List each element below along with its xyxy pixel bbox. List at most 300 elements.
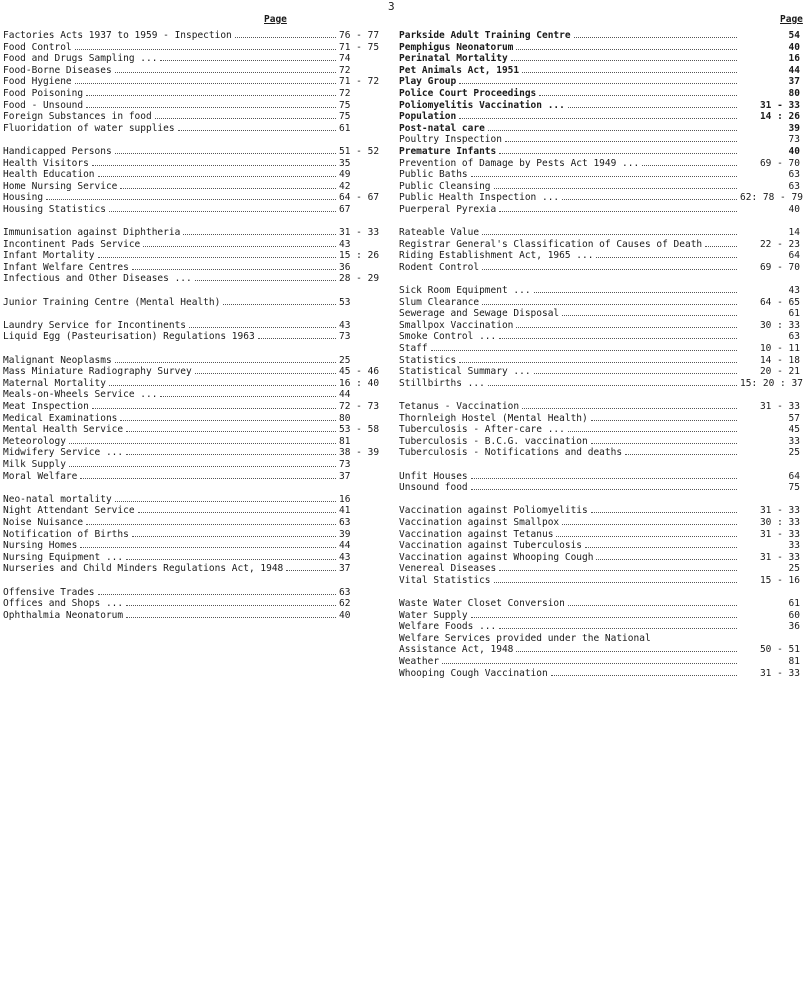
index-entry xyxy=(3,76,385,88)
dot-leader xyxy=(625,447,737,455)
index-entry-label: Foreign Substances in food xyxy=(3,111,152,123)
dot-leader xyxy=(126,424,336,432)
index-entry xyxy=(399,181,800,193)
dot-leader xyxy=(488,123,737,131)
spacer xyxy=(399,273,800,285)
dot-leader xyxy=(98,587,336,595)
dot-leader xyxy=(183,227,336,235)
index-entry-page: 69 - 70 xyxy=(759,157,800,169)
index-entry-page: 72 xyxy=(339,87,351,99)
index-entry-page: 30 : 33 xyxy=(759,319,800,331)
index-entry-label: Food-Borne Diseases xyxy=(3,64,112,76)
index-entry xyxy=(399,343,800,355)
index-entry xyxy=(399,123,800,135)
index-entry-label: Handicapped Persons xyxy=(3,145,112,157)
index-entry-page: 44 xyxy=(339,540,351,552)
index-entry xyxy=(399,192,803,204)
index-entry-label: Factories Acts 1937 to 1959 - Inspection xyxy=(3,30,232,41)
index-entry-page: 60 xyxy=(788,609,800,621)
index-entry-page: 81 xyxy=(788,656,800,668)
index-entry-page: 54 xyxy=(788,30,800,41)
index-entry-label: Weather xyxy=(399,656,440,668)
index-entry-label: Moral Welfare xyxy=(3,470,78,482)
index-entry-page: 25 xyxy=(788,447,800,459)
index-right-column xyxy=(399,30,803,679)
index-entry xyxy=(399,656,800,668)
index-entry-page: 64 - 65 xyxy=(759,296,800,308)
spacer xyxy=(399,459,800,471)
index-entry-label: Public Health Inspection ... xyxy=(399,192,560,204)
index-entry-label: Play Group xyxy=(399,76,457,88)
index-entry xyxy=(399,88,800,100)
index-entry-page: 16 xyxy=(788,53,800,65)
dot-leader xyxy=(258,331,336,339)
index-entry-page: 61 xyxy=(788,598,800,610)
dot-leader xyxy=(132,529,336,537)
dot-leader xyxy=(516,320,737,328)
index-entry-page: 35 xyxy=(339,157,351,169)
index-entry-page: 33 xyxy=(788,435,800,447)
index-entry-label: Statistics xyxy=(399,354,457,366)
index-entry xyxy=(399,366,800,378)
index-entry-label: Registrar General's Classification of Causes of Death xyxy=(399,238,703,250)
dot-leader xyxy=(556,529,737,537)
index-entry-page: 67 xyxy=(339,203,351,215)
dot-leader xyxy=(482,227,737,235)
index-entry-label: Home Nursing Service xyxy=(3,180,118,192)
index-entry-page: 16 xyxy=(339,493,351,505)
dot-leader xyxy=(92,401,336,409)
dot-leader xyxy=(568,424,737,432)
index-entry xyxy=(3,471,385,483)
index-entry xyxy=(399,436,800,448)
dot-leader xyxy=(562,192,737,200)
index-entry xyxy=(399,239,800,251)
index-entry-page: 14 xyxy=(788,227,800,239)
dot-leader xyxy=(69,459,336,467)
dot-leader xyxy=(591,413,737,421)
index-entry-page: 49 xyxy=(339,169,351,181)
index-entry-label: Nurseries and Child Minders Regulations Act, 1948 xyxy=(3,563,284,575)
spacer xyxy=(399,216,800,228)
index-entry-label: Nursing Equipment ... xyxy=(3,551,124,563)
index-entry-label: Neo-natal mortality xyxy=(3,493,112,505)
index-entry-label: Water Supply xyxy=(399,609,468,621)
index-entry-page: 71 - 75 xyxy=(339,41,380,53)
dot-leader xyxy=(115,65,336,73)
index-entry-label: Food Hygiene xyxy=(3,76,72,88)
index-entry-page: 37 xyxy=(339,470,351,482)
index-entry xyxy=(399,30,800,42)
index-entry xyxy=(399,610,800,622)
dot-leader xyxy=(98,250,336,258)
index-entry-page: 63 xyxy=(788,180,800,192)
index-entry xyxy=(3,88,385,100)
index-entry-label: Welfare Foods ... xyxy=(399,621,497,633)
index-entry-label: Meals-on-Wheels Service ... xyxy=(3,389,158,401)
spacer xyxy=(3,285,385,297)
dot-leader xyxy=(442,656,737,664)
index-entry-label: Midwifery Service ... xyxy=(3,447,124,459)
index-entry xyxy=(399,111,800,123)
index-entry-page: 75 xyxy=(339,99,351,111)
index-entry-page: 61 xyxy=(788,308,800,320)
index-entry xyxy=(3,146,385,158)
index-entry xyxy=(399,424,800,436)
index-entry-page: 73 xyxy=(788,134,800,146)
dot-leader xyxy=(46,192,336,200)
index-entry-label: Rodent Control xyxy=(399,261,480,273)
index-entry-page: 73 xyxy=(339,331,351,343)
index-entry-page: 37 xyxy=(339,563,351,575)
index-entry-label: Medical Examinations xyxy=(3,412,118,424)
dot-leader xyxy=(75,76,336,84)
index-entry-label: Premature Infants xyxy=(399,145,497,157)
index-entry xyxy=(3,366,385,378)
index-entry-page: 40 xyxy=(788,203,800,215)
index-entry xyxy=(399,355,800,367)
dot-leader xyxy=(115,494,336,502)
index-entry-label: Venereal Diseases xyxy=(399,563,497,575)
dot-leader xyxy=(516,644,737,652)
index-entry xyxy=(3,598,385,610)
index-entry-label: Vaccination against Poliomyelitis xyxy=(399,505,588,517)
dot-leader xyxy=(471,610,737,618)
index-entry xyxy=(399,169,800,181)
dot-leader xyxy=(471,471,737,479)
dot-leader xyxy=(132,262,336,270)
dot-leader xyxy=(115,146,336,154)
index-entry-label: Public Cleansing xyxy=(399,180,491,192)
index-entry-page: 39 xyxy=(788,122,800,134)
index-entry-label: Smallpox Vaccination xyxy=(399,319,514,331)
index-entry-page: 45 - 46 xyxy=(339,366,380,378)
index-entry xyxy=(399,250,800,262)
index-entry xyxy=(3,517,385,529)
spacer xyxy=(399,494,800,506)
index-entry-page: 10 - 11 xyxy=(759,343,800,355)
dot-leader xyxy=(505,134,737,142)
dot-leader xyxy=(189,320,336,328)
index-entry-page: 30 : 33 xyxy=(759,516,800,528)
index-entry-page: 36 xyxy=(339,261,351,273)
dot-leader xyxy=(459,76,737,84)
dot-leader xyxy=(591,436,737,444)
index-entry-label: Tuberculosis - After-care ... xyxy=(399,424,565,436)
index-entry xyxy=(3,505,385,517)
index-entry xyxy=(3,320,385,332)
dot-leader xyxy=(568,100,737,108)
index-entry-label: Vaccination against Smallpox xyxy=(399,516,560,528)
index-entry-page: 43 xyxy=(339,319,351,331)
index-entry-label: Vaccination against Whooping Cough xyxy=(399,551,594,563)
dot-leader xyxy=(471,169,737,177)
index-entry xyxy=(3,250,385,262)
index-entry-label: Slum Clearance xyxy=(399,296,480,308)
index-entry xyxy=(399,471,800,483)
index-entry-label: Public Baths xyxy=(399,169,468,181)
dot-leader xyxy=(195,273,336,281)
index-entry-page: 31 - 33 xyxy=(759,99,800,111)
index-entry-page: 40 xyxy=(788,145,800,157)
dot-leader xyxy=(86,88,336,96)
dot-leader xyxy=(522,65,737,73)
index-entry-page: 57 xyxy=(788,412,800,424)
index-entry xyxy=(3,540,385,552)
index-entry-label: Maternal Mortality xyxy=(3,377,106,389)
index-entry-label: Food - Unsound xyxy=(3,99,84,111)
index-entry-label: Mental Health Service xyxy=(3,424,124,436)
dot-leader xyxy=(126,552,336,560)
index-entry-page: 44 xyxy=(339,389,351,401)
dot-leader xyxy=(120,413,336,421)
index-entry-label: Assistance Act, 1948 xyxy=(399,644,514,656)
index-entry xyxy=(399,563,800,575)
index-entry xyxy=(399,146,800,158)
index-entry xyxy=(3,273,385,285)
dot-leader xyxy=(568,598,737,606)
dot-leader xyxy=(516,42,737,50)
index-entry-label: Welfare Services provided under the National xyxy=(399,632,651,644)
index-entry-page: 53 xyxy=(339,296,351,308)
dot-leader xyxy=(223,297,336,305)
index-entry-page: 53 - 58 xyxy=(339,424,380,436)
dot-leader xyxy=(143,239,336,247)
dot-leader xyxy=(642,158,737,166)
spacer xyxy=(3,482,385,494)
dot-leader xyxy=(286,563,336,571)
index-entry-page: 63 xyxy=(339,586,351,598)
index-entry xyxy=(3,378,385,390)
index-entry xyxy=(3,227,385,239)
index-entry-page: 36 xyxy=(788,621,800,633)
dot-leader xyxy=(596,250,737,258)
dot-leader xyxy=(534,285,737,293)
index-entry-page: 72 - 73 xyxy=(339,401,380,412)
index-entry xyxy=(399,262,800,274)
index-entry-label: Vaccination against Tuberculosis xyxy=(399,540,583,552)
spacer xyxy=(3,216,385,228)
index-entry xyxy=(399,575,800,587)
index-entry xyxy=(3,123,385,135)
index-entry-label: Waste Water Closet Conversion xyxy=(399,598,565,610)
index-entry-page: 31 - 33 xyxy=(759,667,800,679)
index-entry-label: Unfit Houses xyxy=(399,470,468,482)
index-entry xyxy=(399,598,800,610)
dot-leader xyxy=(562,517,737,525)
dot-leader xyxy=(499,146,737,154)
dot-leader xyxy=(499,204,737,212)
dot-leader xyxy=(494,575,737,583)
index-entry-label: Liquid Egg (Pasteurisation) Regulations 1963 xyxy=(3,331,255,343)
index-entry xyxy=(399,633,800,645)
index-entry-page: 20 - 21 xyxy=(759,366,800,378)
index-entry-page: 15: 20 : 37 xyxy=(740,377,803,389)
index-entry-page: 64 - 67 xyxy=(339,192,380,204)
index-entry-label: Statistical Summary ... xyxy=(399,366,531,378)
index-entry-label: Population xyxy=(399,111,457,123)
index-entry xyxy=(3,65,385,77)
index-entry-label: Night Attendant Service xyxy=(3,505,135,517)
index-entry-label: Housing Statistics xyxy=(3,203,106,215)
index-entry-page: 43 xyxy=(788,285,800,297)
index-entry-label: Poliomyelitis Vaccination ... xyxy=(399,99,565,111)
index-entry xyxy=(399,158,800,170)
index-entry-label: Infant Welfare Centres xyxy=(3,261,129,273)
index-entry-label: Health Visitors xyxy=(3,157,89,169)
index-entry xyxy=(3,447,385,459)
dot-leader xyxy=(178,123,336,131)
index-entry-page: 40 xyxy=(788,41,800,53)
index-entry xyxy=(3,552,385,564)
index-entry xyxy=(399,668,800,680)
spacer xyxy=(3,308,385,320)
dot-leader xyxy=(534,366,737,374)
index-entry-label: Meteorology xyxy=(3,435,66,447)
index-entry xyxy=(399,447,800,459)
index-entry-label: Malignant Neoplasms xyxy=(3,354,112,366)
index-entry-page: 64 xyxy=(788,250,800,262)
dot-leader xyxy=(75,42,336,50)
index-entry xyxy=(3,158,385,170)
index-entry-label: Noise Nuisance xyxy=(3,516,84,528)
dot-leader xyxy=(459,355,737,363)
index-entry-label: Police Court Proceedings xyxy=(399,87,537,99)
spacer xyxy=(399,587,800,599)
index-entry-page: 44 xyxy=(788,64,800,76)
index-entry-label: Tuberculosis - B.C.G. vaccination xyxy=(399,435,588,447)
dot-leader xyxy=(126,447,336,455)
index-entry xyxy=(3,30,385,42)
dot-leader xyxy=(705,239,737,247)
dot-leader xyxy=(98,169,336,177)
dot-leader xyxy=(109,378,336,386)
index-entry-page: 33 xyxy=(788,540,800,552)
dot-leader xyxy=(160,389,336,397)
index-entry-label: Vital Statistics xyxy=(399,574,491,586)
dot-leader xyxy=(138,505,336,513)
dot-leader xyxy=(86,517,336,525)
dot-leader xyxy=(126,610,336,618)
index-entry-label: Food Poisoning xyxy=(3,87,84,99)
index-entry-page: 22 - 23 xyxy=(759,238,800,250)
index-entry-label: Thornleigh Hostel (Mental Health) xyxy=(399,412,588,424)
spacer xyxy=(3,134,385,146)
dot-leader xyxy=(109,204,336,212)
index-entry-label: Prevention of Damage by Pests Act 1949 ... xyxy=(399,157,640,169)
index-entry-page: 14 : 26 xyxy=(759,111,800,123)
dot-leader xyxy=(160,53,336,61)
index-entry-label: Food and Drugs Sampling ... xyxy=(3,53,158,65)
index-entry xyxy=(3,100,385,112)
dot-leader xyxy=(126,598,336,606)
index-entry xyxy=(3,181,385,193)
index-entry-label: Ophthalmia Neonatorum xyxy=(3,609,124,621)
index-entry-page: 75 xyxy=(788,482,800,494)
index-entry-page: 31 - 33 xyxy=(759,505,800,517)
dot-leader xyxy=(195,366,336,374)
index-entry xyxy=(3,169,385,181)
index-entry xyxy=(399,285,800,297)
index-entry-page: 62: 78 - 79 xyxy=(740,192,803,204)
dot-leader xyxy=(551,668,737,676)
index-entry-label: Incontinent Pads Service xyxy=(3,238,141,250)
index-entry-page: 73 xyxy=(339,458,351,470)
dot-leader xyxy=(471,482,737,490)
page-number: 3 xyxy=(388,0,395,13)
index-entry-page: 38 - 39 xyxy=(339,447,380,459)
index-entry-label: Puerperal Pyrexia xyxy=(399,203,497,215)
page-column-header-left: Page xyxy=(264,14,287,25)
index-entry-label: Milk Supply xyxy=(3,458,66,470)
index-entry xyxy=(3,42,385,54)
index-entry xyxy=(3,297,385,309)
index-entry-page: 61 xyxy=(339,122,351,134)
index-entry-page: 62 xyxy=(339,598,351,610)
index-entry-page: 25 xyxy=(339,354,351,366)
index-entry-page: 25 xyxy=(788,563,800,575)
dot-leader xyxy=(654,634,737,641)
index-entry xyxy=(3,436,385,448)
index-entry-page: 76 - 77 xyxy=(339,30,380,41)
index-left-column xyxy=(3,30,385,621)
index-entry-label: Infectious and Other Diseases ... xyxy=(3,273,192,285)
dot-leader xyxy=(499,621,737,629)
index-entry xyxy=(3,204,385,216)
index-entry xyxy=(399,413,800,425)
index-entry xyxy=(399,529,800,541)
index-entry-label: Infant Mortality xyxy=(3,250,95,262)
index-entry-page: 75 xyxy=(339,111,351,123)
index-entry-page: 31 - 33 xyxy=(759,401,800,412)
index-entry-page: 63 xyxy=(788,331,800,343)
index-entry-page: 64 xyxy=(788,470,800,482)
index-entry-label: Stillbirths ... xyxy=(399,377,485,389)
dot-leader xyxy=(482,297,737,305)
index-entry-label: Housing xyxy=(3,192,44,204)
index-entry xyxy=(399,505,800,517)
dot-leader xyxy=(120,181,336,189)
index-entry xyxy=(3,355,385,367)
index-entry xyxy=(399,227,800,239)
index-entry-label: Parkside Adult Training Centre xyxy=(399,30,571,41)
index-entry xyxy=(399,308,800,320)
dot-leader xyxy=(562,308,737,316)
dot-leader xyxy=(591,505,737,513)
spacer xyxy=(399,389,800,401)
index-entry-label: Notification of Births xyxy=(3,528,129,540)
index-entry-label: Health Education xyxy=(3,169,95,181)
dot-leader xyxy=(574,30,737,38)
index-entry-label: Fluoridation of water supplies xyxy=(3,122,175,134)
dot-leader xyxy=(522,401,737,409)
index-entry-page: 51 - 52 xyxy=(339,145,380,157)
index-entry-label: Sewerage and Sewage Disposal xyxy=(399,308,560,320)
dot-leader xyxy=(511,53,737,61)
dot-leader xyxy=(115,355,336,363)
index-entry xyxy=(3,192,385,204)
dot-leader xyxy=(539,88,737,96)
index-entry-page: 40 xyxy=(339,609,351,621)
index-entry-label: Staff xyxy=(399,343,428,355)
index-entry-label: Laundry Service for Incontinents xyxy=(3,319,187,331)
index-entry-page: 80 xyxy=(788,87,800,99)
index-entry-label: Whooping Cough Vaccination xyxy=(399,667,548,679)
spacer xyxy=(3,575,385,587)
index-entry xyxy=(399,552,800,564)
index-entry-label: Nursing Homes xyxy=(3,540,78,552)
index-entry-label: Unsound food xyxy=(399,482,468,494)
